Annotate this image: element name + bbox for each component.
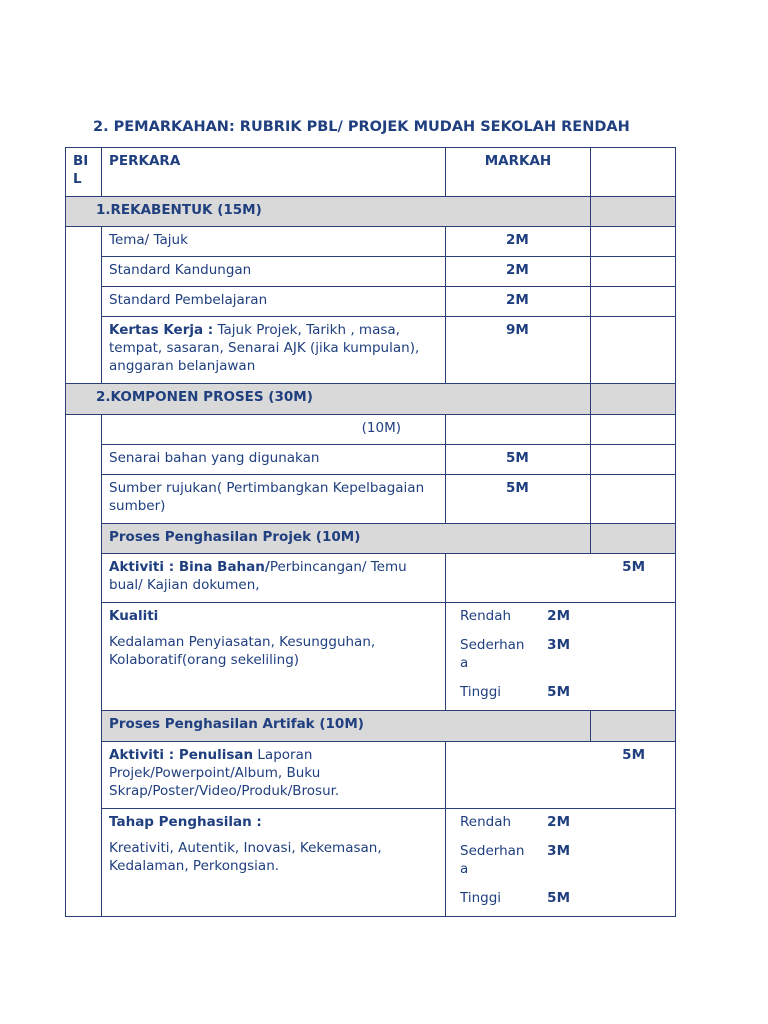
level-mark: 5M xyxy=(547,890,570,906)
empty-cell xyxy=(446,415,591,445)
mark-cell: 2M xyxy=(446,227,591,257)
item-cell xyxy=(102,809,446,917)
table-row xyxy=(66,317,676,384)
kualiti-desc: Kedalaman Penyiasatan, Kesungguhan, Kolaboratif(orang sekeliling) xyxy=(109,634,376,668)
section-row-komponen-proses xyxy=(66,384,676,415)
header-perkara: PERKARA xyxy=(102,148,446,197)
tahap-title: Tahap Penghasilan : xyxy=(109,814,262,830)
level-name: Sederhana xyxy=(460,843,525,877)
level-name: Sederhana xyxy=(460,637,525,671)
section-row-projek xyxy=(66,524,676,554)
section-empty xyxy=(591,711,676,742)
table-row xyxy=(66,475,676,524)
mark-cell: 5M xyxy=(446,445,591,475)
level-sederhana xyxy=(460,636,668,672)
empty-cell xyxy=(591,445,676,475)
empty-cell xyxy=(591,475,676,524)
level-rendah xyxy=(460,813,668,831)
aktiviti-label: Aktiviti : Bina Bahan/ xyxy=(109,559,270,575)
section-row-rekabentuk xyxy=(66,197,676,227)
table-row xyxy=(66,554,676,603)
empty-cell xyxy=(591,257,676,287)
empty-cell xyxy=(591,317,676,384)
header-bil: BI L xyxy=(66,148,102,197)
bil-cell xyxy=(66,415,102,917)
section-label: 1.REKABENTUK (15M) xyxy=(66,197,591,227)
table-row xyxy=(66,287,676,317)
aktiviti-label: Aktiviti : Penulisan xyxy=(109,747,254,763)
sub-mark-cell: (10M) xyxy=(102,415,446,445)
table-row xyxy=(66,445,676,475)
section-empty xyxy=(591,384,676,415)
item-cell: Standard Pembelajaran xyxy=(102,287,446,317)
level-mark: 5M xyxy=(547,684,570,700)
level-name: Tinggi xyxy=(460,684,502,700)
level-mark: 2M xyxy=(547,814,570,830)
item-cell xyxy=(102,317,446,384)
level-tinggi xyxy=(460,889,668,907)
kertas-kerja-label: Kertas Kerja : xyxy=(109,322,214,338)
section-label: 2.KOMPONEN PROSES (30M) xyxy=(66,384,591,415)
item-cell xyxy=(102,554,446,603)
table-row xyxy=(66,603,676,711)
aktiviti-desc: Laporan Projek/Powerpoint/Album, Buku Skrap/Poster/Video/Produk/Brosur. xyxy=(109,747,340,799)
kualiti-title: Kualiti xyxy=(109,608,159,624)
item-cell: Standard Kandungan xyxy=(102,257,446,287)
document-title: 2. PEMARKAHAN: RUBRIK PBL/ PROJEK MUDAH SEKOLAH RENDAH xyxy=(93,119,630,135)
aktiviti-desc: Perbincangan/ Temu bual/ Kajian dokumen, xyxy=(109,559,407,593)
empty-cell xyxy=(591,227,676,257)
table-row xyxy=(66,257,676,287)
section-label: Proses Penghasilan Projek (10M) xyxy=(102,524,591,554)
header-row xyxy=(66,148,676,197)
level-cell xyxy=(446,603,676,711)
empty-cell xyxy=(591,287,676,317)
tahap-desc: Kreativiti, Autentik, Inovasi, Kekemasan, Kedalaman, Perkongsian. xyxy=(109,840,382,874)
table-row xyxy=(66,809,676,917)
level-mark: 3M xyxy=(547,843,570,859)
mark-cell: 5M xyxy=(446,554,676,603)
rubric-table xyxy=(65,147,676,917)
item-cell: Sumber rujukan( Pertimbangkan Kepelbagaian sumber) xyxy=(102,475,446,524)
empty-cell xyxy=(591,415,676,445)
bil-cell xyxy=(66,227,102,384)
level-mark: 2M xyxy=(547,608,570,624)
level-cell xyxy=(446,809,676,917)
section-label: Proses Penghasilan Artifak (10M) xyxy=(102,711,591,742)
mark-cell: 9M xyxy=(446,317,591,384)
level-name: Rendah xyxy=(460,608,512,624)
mark-cell: 5M xyxy=(446,742,676,809)
kertas-kerja-desc: Tajuk Projek, Tarikh , masa, tempat, sasaran, Senarai AJK (jika kumpulan), anggaran belanjawan xyxy=(109,322,420,374)
table-row xyxy=(66,742,676,809)
item-cell: Tema/ Tajuk xyxy=(102,227,446,257)
mark-cell: 2M xyxy=(446,287,591,317)
mark-cell: 5M xyxy=(446,475,591,524)
level-name: Tinggi xyxy=(460,890,502,906)
section-row-artifak xyxy=(66,711,676,742)
level-sederhana xyxy=(460,842,668,878)
table-row xyxy=(66,415,676,445)
item-cell: Senarai bahan yang digunakan xyxy=(102,445,446,475)
header-empty xyxy=(591,148,676,197)
header-markah: MARKAH xyxy=(446,148,591,197)
level-rendah xyxy=(460,607,668,625)
section-empty xyxy=(591,197,676,227)
mark-cell: 2M xyxy=(446,257,591,287)
level-tinggi xyxy=(460,683,668,701)
item-cell xyxy=(102,603,446,711)
section-empty xyxy=(591,524,676,554)
level-mark: 3M xyxy=(547,637,570,653)
item-cell xyxy=(102,742,446,809)
table-row xyxy=(66,227,676,257)
level-name: Rendah xyxy=(460,814,512,830)
